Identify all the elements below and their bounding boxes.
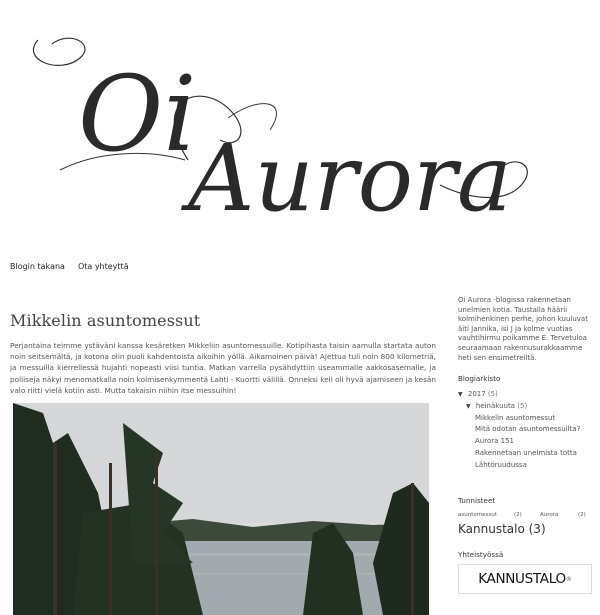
tag-asuntomessut[interactable]: asuntomessut (458, 512, 497, 518)
blog-title-line2: Aurora (188, 125, 512, 232)
archive-year-count: (5) (487, 390, 498, 398)
tag-kannustalo[interactable]: Kannustalo (3) (458, 522, 546, 536)
blog-header[interactable] (0, 0, 600, 240)
blog-title-logo[interactable] (0, 0, 600, 240)
archive-heading: Blogiarkisto (458, 374, 501, 383)
nav-link-ota-yhteytta[interactable]: Ota yhteyttä (77, 262, 129, 271)
nav-link-blogin-takana[interactable]: Blogin takana (10, 262, 65, 271)
triangle-down-icon[interactable]: ▼ (458, 391, 463, 398)
triangle-down-icon[interactable]: ▼ (466, 402, 471, 410)
sidebar-about-text: Oi Aurora -blogissa rakennetaan unelmien kotia. Taustalla häärii kolmihenkinen perhe, johon kuuluvat äiti Jannika, isi J ja kolme vuotias vauhtihirmu poikamme E. Tervetuloa seuraamaan rakennusurakkaamme heti sen ensimetreiltä. (458, 296, 588, 362)
post-photo[interactable] (13, 403, 429, 615)
top-nav (10, 262, 142, 271)
archive-post-link[interactable]: Mikkelin asuntomessut (475, 413, 556, 422)
archive-post-link[interactable]: Mitä odotan asuntomessuilta? (475, 425, 581, 434)
tags-heading: Tunnisteet (458, 496, 496, 505)
archive-post-link[interactable]: Rakennetaan unelmista totta (475, 448, 577, 457)
cooperation-heading: Yhteistyössä (458, 550, 504, 559)
kannustalo-logo-text: KANNUSTALO (478, 571, 566, 587)
kannustalo-logo[interactable] (458, 564, 592, 594)
tag-asuntomessut-count: (2) (514, 512, 522, 518)
archive-year-label[interactable]: 2017 (467, 390, 486, 398)
tag-aurora[interactable]: Aurora (540, 512, 559, 518)
archive-month-count: (5) (517, 401, 528, 410)
blog-title-line1: Oi (78, 53, 197, 175)
lake-photo-image (13, 403, 429, 615)
tag-cloud (458, 512, 592, 536)
archive-post-link[interactable]: Lähtöruudussa (475, 460, 527, 469)
tag-row-small (458, 512, 592, 521)
archive-year-2017[interactable] (458, 389, 592, 401)
tag-aurora-count: (2) (578, 512, 586, 518)
post-title[interactable]: Mikkelin asuntomessut (10, 311, 201, 330)
archive-month-label[interactable]: heinäkuuta (475, 401, 516, 410)
main-content (10, 300, 436, 396)
registered-mark: ® (565, 575, 572, 583)
post-body: Perjantaina teimme ystäväni kanssa kesäretken Mikkeliin asuntomessuille. Kotipihasta taisin aamulla startata auton noin seitsemältä, ja kotona olin puoli kahdentoista aikoihin yöllä. Aikamoinen päivä! Ajettua tuli noin 800 kilometriä, ja messuilla kierrellessä hujahti nopeasti viisi tuntia. Matkan varrella pysähdyttiin useammalle aakkosasemalle, ja poliiseja näkyi menomatkalla noin kolmisenkymmentä Lahti - Kuortti välillä. Onneksi keli oli hyvä ajamiseen ja kesän valo riitti vielä kotiin asti. Mutta takaisin niihin itse messuihin! (10, 341, 436, 395)
archive-post-link[interactable]: Aurora 151 (475, 437, 514, 446)
archive-month[interactable] (458, 401, 592, 413)
sidebar (458, 296, 592, 587)
blog-archive (458, 389, 592, 472)
